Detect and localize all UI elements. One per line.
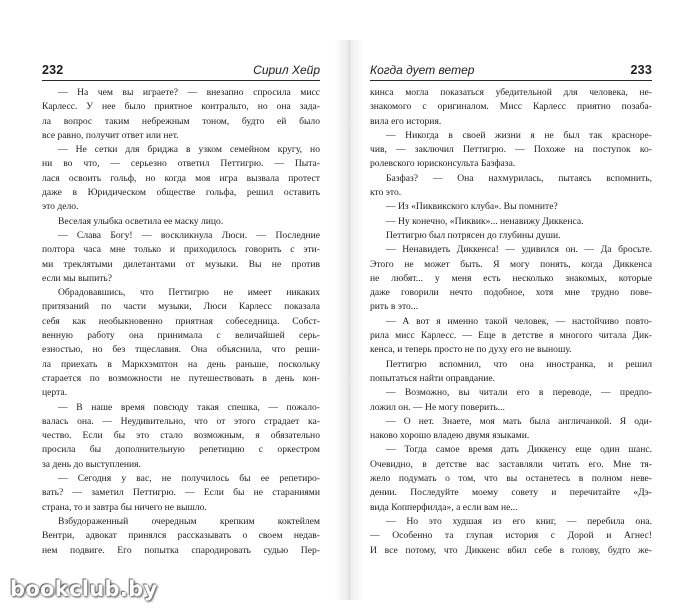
text-line: валась она. — Неудивительно, что от этого страдает ка- [42,415,320,427]
text-line: старается по возможности не путешествовать в день кон- [42,372,320,384]
text-line: — Возможно, вы читали его в переводе, — предпо- [386,387,652,399]
left-page-number: 232 [42,63,64,77]
text-line: — Но это худшая из его книг, — перебила она. [386,515,652,527]
text-line: ла приехать в Маркхэмптон на день раньше, поскольку [42,358,320,370]
text-line: — Тогда самое время дать Диккенсу еще один шанс. [386,444,652,456]
right-page-number: 233 [630,63,652,77]
text-line: нем подвиге. Его попытка спародировать судью Пер- [42,544,320,556]
text-line: вида Копперфилда», а если вам не... [370,501,518,513]
text-line: — Ненавидеть Диккенса! — удивился он. — Да бросьте. [386,244,652,256]
text-line: кто это. [370,187,402,199]
text-line: — О нет. Знаете, моя мать была англичанкой. Я оди- [386,415,652,427]
text-line: просила бы дополнительную репетицию с оркестром [42,444,320,456]
text-line: знакомого с оригиналом. Мисс Карлесс приятно позаба- [370,101,652,113]
text-line: ми треклятыми дилетантами от музыки. Вы не против [42,258,320,270]
text-line: чив, — заключил Петтигрю. — Похоже на поступок ко- [370,144,652,156]
left-page-text [42,86,320,558]
text-line: Обрадовавшись, что Петтигрю не имеет никаких [58,287,320,299]
text-line: жело подумать о том, что вы останетесь в полном неве- [370,473,652,485]
text-line: кенса, и теперь просто не по духу его не выношу. [370,344,572,356]
text-line: страна, то и завтра бы ничего не вышло. [42,501,207,513]
text-line: чество. Если бы это стало возможным, я обязательно [42,430,320,442]
text-line: — Сегодня у вас, не получилось бы ее репетиро- [58,473,320,485]
text-line: полтора часа мне только и приходилось говорить с эти- [42,244,320,256]
text-line: Очевидно, в детстве вас заставляли читать его. Мне тя- [370,458,652,470]
left-page-header [42,58,320,81]
right-page-header [370,58,652,81]
text-line: Петтигрю был потрясен до глубины души. [386,229,561,241]
left-page [42,58,320,558]
watermark-logo: bookclub.by [10,577,158,601]
text-line: — Из «Пиквикского клуба». Вы помните? [386,201,558,213]
text-line: — Особенно та глупая история с Дорой и Агнес! [370,530,652,542]
text-line: дении. Последуйте моему совету и перечитайте «Дэ- [370,487,652,499]
text-line: — Слава Богу! — воскликнула Люси. — Последние [58,229,320,241]
text-line: Веселая улыбка осветила ее маску лицо. [58,215,224,227]
text-line: Вентри, адвокат принялся рассказывать о своем недав- [42,530,320,542]
text-line: себя как необыкновенно приятная собеседница. Собст- [42,315,320,327]
text-line: — Ну конечно, «Пиквик»... ненавижу Диккенса. [386,215,584,227]
text-line: рить в это... [370,301,419,313]
text-line: — На чем вы играете? — внезапно спросила мисс [58,87,320,98]
text-line: даже говорили нечто подобное, хотя мне трудно пове- [370,287,652,299]
text-line: Петтигрю вспомнил, что она иностранка, и решил [386,358,652,370]
text-line: — Никогда в своей жизни я не был так красноре- [386,129,652,141]
text-line: все равно, получит ответ или нет. [42,129,179,141]
text-line: венную работу она принимала с величайшей серь- [42,330,320,342]
text-line: Взбудораженный очередным крепким коктейлем [58,515,320,527]
text-line: рила мисс Карлесс. — Еще в детстве я многого читала Дик- [370,330,652,342]
book-gutter-shadow [334,40,364,600]
text-line: Базфаз? — Она нахмурилась, пытаясь вспомнить, [386,172,652,184]
text-line: — А вот я именно такой человек, — настойчиво повто- [386,315,652,327]
text-line: даже в Юридическом обществе гольфа, решил оставить [42,187,320,199]
text-line: ни во что, — серьезно ответил Петтигрю. — Пыта- [42,158,320,170]
left-running-head: Сирил Хейр [253,63,320,77]
text-line: Карлесс. У нее было приятное контральто, но она зада- [42,101,320,113]
right-page-text [370,86,652,558]
text-line: если мы выпить? [42,272,113,284]
text-line: это дело. [42,201,79,213]
text-line: ла вопрос таким небрежным тоном, будто ей было [42,115,320,127]
text-line: кинса могла показаться убедительной для человека, не- [370,87,652,98]
text-line: попытаться найти оправдание. [370,372,496,384]
text-line: ложил он. — Не могу поверить... [370,401,505,413]
text-line: не любят... у меня есть несколько знакомых, которые [370,272,652,284]
right-page [370,58,652,558]
text-line: И все потому, что Диккенс вбил себе в голову, будто же- [370,544,652,556]
text-line: вать? — заметил Петтигрю. — Если бы не стараниями [42,487,320,499]
text-line: за день до выступления. [42,458,141,470]
text-line: притязаний по части музыки, Люси Карлесс показала [42,301,320,313]
text-line: церта. [42,387,68,399]
text-line: — В наше время повсюду такая спешка, — пожало- [58,401,320,413]
text-line: езностью, но без тщеславия. Она объяснила, что реши- [42,344,320,356]
text-line: лася освоить гольф, но когда моя игра вызвала протест [42,172,320,184]
text-line: Этого не может быть. Я могу понять, когда Диккенса [370,258,652,270]
text-line: наково хорошо владею двумя языками. [370,430,530,442]
text-line: вила его история. [370,115,442,127]
right-running-head: Когда дует ветер [370,63,475,77]
text-line: — Не сетки для бриджа в узком семейном кругу, но [58,144,320,156]
text-line: ролевского юрисконсульта Базфаза. [370,158,516,170]
